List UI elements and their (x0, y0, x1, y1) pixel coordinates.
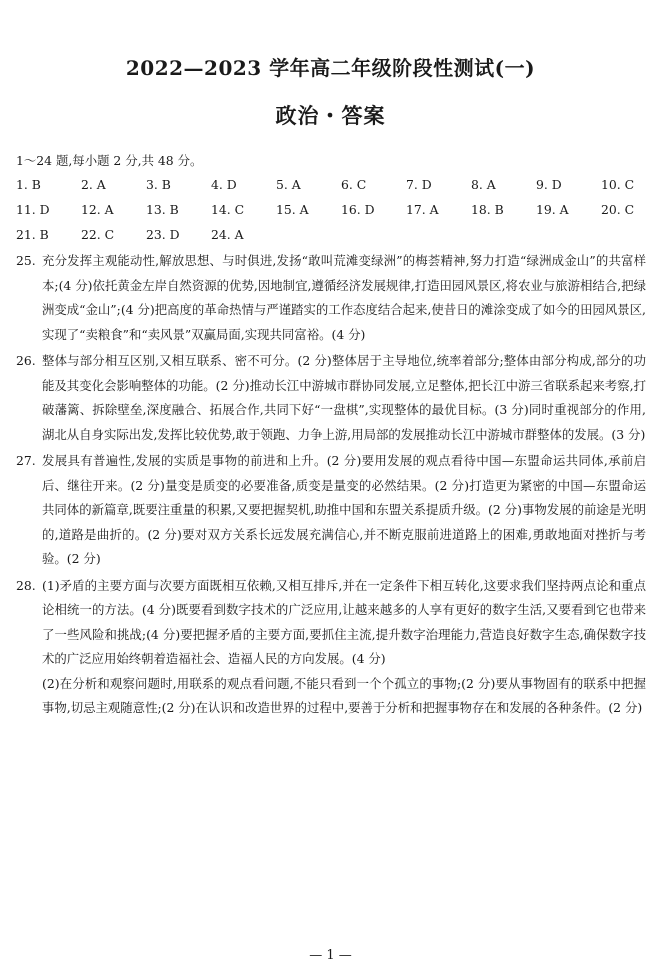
answer-item: 2. A (81, 177, 106, 192)
question-answer: 发展具有普遍性,发展的实质是事物的前进和上升。(2 分)要用发展的观点看待中国—东盟命运共同体,承前启后、继往开来。(2 分)量变是质变的必要准备,质变是量变的必然结果。(2 分)打造更为紧密的中国—东盟命运共同体的新篇章,既要注重量的积累,又要把握契机,助推中国和东盟关系提质升级。(2 分)事物发展的前途是光明的,道路是曲折的。(2 分)要对双方关系长远发展充满信心,并不断克服前进道路上的困难,勇敢地面对挫折与考验。(2 分) (42, 453, 646, 566)
answer-item: 14. C (211, 202, 245, 217)
answer-item: 10. C (601, 177, 635, 192)
answer-item: 7. D (406, 177, 432, 192)
answer-item: 24. A (211, 227, 244, 242)
choice-note: 1～24 题,每小题 2 分,共 48 分。 (16, 153, 203, 168)
answer-row (16, 197, 646, 222)
question-answer: 整体与部分相互区别,又相互联系、密不可分。(2 分)整体居于主导地位,统率着部分;整体由部分构成,部分的功能及其变化会影响整体的功能。(2 分)推动长江中游城市群协同发展,立足整体,把长江中游三省联系起来考察,打破藩篱、拆除壁垒,深度融合、拓展合作,共同下好“一盘棋”,实现整体的最优目标。(3 分)同时重视部分的作用,湖北从自身实际出发,发挥比较优势,敢于领跑、力争上游,用局部的发展推动长江中游城市群整体的发展。(3 分) (42, 353, 646, 442)
question-number: 28. (16, 577, 36, 593)
answer-item: 20. C (601, 202, 635, 217)
question-part-2: (2)在分析和观察问题时,用联系的观点看问题,不能只看到一个个孤立的事物;(2 分)要从事物固有的联系中把握事物,切忌主观随意性;(2 分)在认识和改造世界的过程中,要善于分析和把握事物存在和发展的各种条件。(2 分) (42, 675, 646, 715)
answer-item: 23. D (146, 227, 180, 242)
answer-item: 8. A (471, 177, 496, 192)
answer-item: 3. B (146, 177, 171, 192)
question-answer: 充分发挥主观能动性,解放思想、与时俱进,发扬“敢叫荒滩变绿洲”的梅荟精神,努力打造“绿洲成金山”的共富样本;(4 分)依托黄金左岸自然资源的优势,因地制宜,遵循经济发展规律,打造田园风景区,将农业与旅游相结合,把绿洲变成“金山”;(4 分)把高度的革命热情与严谨踏实的工作态度结合起来,使昔日的滩涂变成了如今的田园风景区,实现了“卖粮食”和“卖风景”双赢局面,实现共同富裕。(4 分) (42, 253, 646, 342)
answer-item: 13. B (146, 202, 179, 217)
question-26 (16, 349, 646, 447)
page-number: — 1 — (309, 948, 352, 963)
exam-subtitle: 政治・答案 (275, 103, 386, 128)
answer-row (16, 222, 646, 247)
answer-item: 21. B (16, 227, 49, 242)
answer-item: 11. D (16, 202, 50, 217)
answer-row (16, 172, 646, 197)
answer-item: 16. D (341, 202, 375, 217)
answer-item: 17. A (406, 202, 439, 217)
exam-title: 2022—2023 学年高二年级阶段性测试(一) (125, 56, 536, 80)
answer-item: 18. B (471, 202, 504, 217)
answer-item: 15. A (276, 202, 309, 217)
question-number: 25. (16, 253, 36, 268)
answer-item: 12. A (81, 202, 114, 217)
answer-item: 6. C (341, 177, 367, 192)
answer-item: 19. A (536, 202, 569, 217)
answer-item: 9. D (536, 177, 562, 192)
question-part-1: (1)矛盾的主要方面与次要方面既相互依赖,又相互排斥,并在一定条件下相互转化,这要求我们坚持两点论和重点论相统一的方法。(4 分)既要看到数字技术的广泛应用,让越来越多的人享有更好的数字生活,又要看到它也带来了一些风险和挑战;(4 分)要把握矛盾的主要方面,要抓住主流,提升数字治理能力,营造良好数字生态,确保数字技术的广泛应用始终朝着造福社会、造福人民的方向发展。(4 分) (42, 577, 646, 666)
answer-item: 1. B (16, 177, 41, 192)
question-25 (16, 249, 646, 347)
answer-content (16, 150, 646, 721)
question-27 (16, 449, 646, 572)
answer-item: 22. C (81, 227, 115, 242)
answer-item: 4. D (211, 177, 237, 192)
question-number: 27. (16, 453, 36, 468)
question-number: 26. (16, 353, 36, 368)
question-28 (16, 574, 646, 721)
answer-item: 5. A (276, 177, 301, 192)
question-answer-group (42, 574, 646, 721)
